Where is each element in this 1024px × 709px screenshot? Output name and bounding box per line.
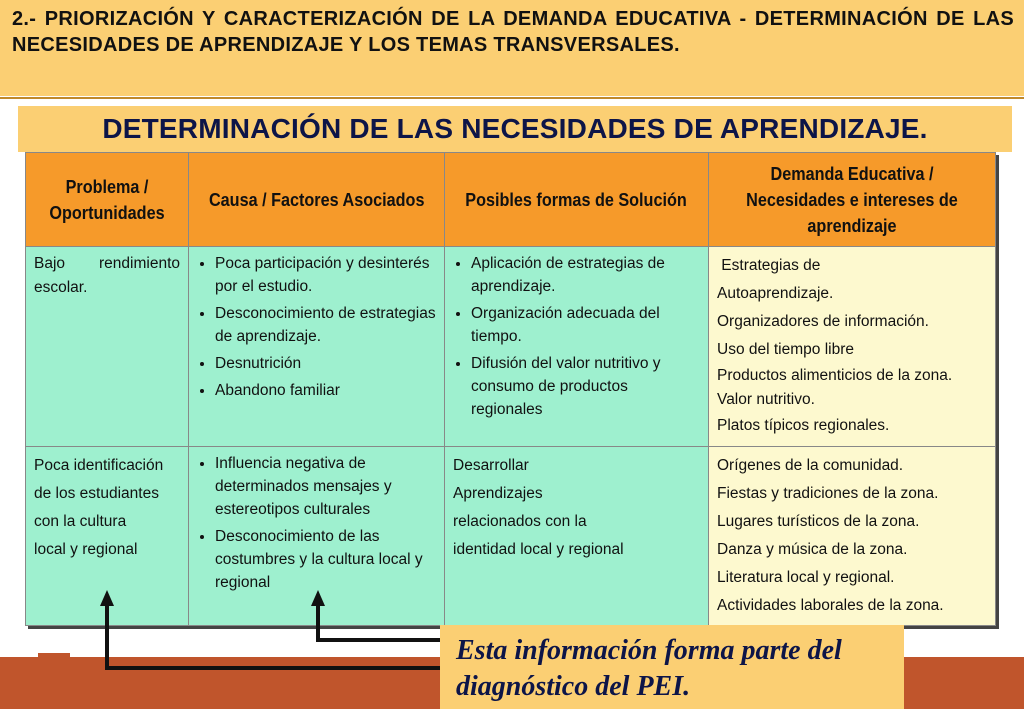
- cell-causes: [189, 247, 445, 447]
- cell-solutions: [445, 447, 709, 626]
- header-demanda: Demanda Educativa / Necesidades e intereses de aprendizaje: [709, 153, 996, 247]
- section-title: DETERMINACIÓN DE LAS NECESIDADES DE APRENDIZAJE.: [102, 113, 928, 144]
- header-problema: Problema / Oportunidades: [26, 153, 189, 247]
- list-item: Productos alimenticios de la zona. Valor nutritivo.: [717, 367, 953, 408]
- list-item: Danza y música de la zona.: [717, 541, 908, 558]
- list-item: • Desconocimiento de las costumbres y la cultura local y regional: [215, 525, 436, 594]
- cell-problem: [26, 447, 189, 626]
- cell-problem: Bajo rendimiento escolar.: [26, 247, 189, 447]
- table-header-row: [26, 153, 996, 247]
- list-item: Platos típicos regionales.: [717, 417, 890, 434]
- list-item: Orígenes de la comunidad.: [717, 457, 904, 474]
- table-row: [26, 447, 996, 626]
- list-item: Fiestas y tradiciones de la zona.: [717, 485, 939, 502]
- list-item: de los estudiantes: [34, 485, 159, 502]
- list-item: • Aplicación de estrategias de aprendizaje.: [471, 252, 700, 298]
- header-band: [0, 0, 1024, 96]
- list-item: Estrategias de: [717, 257, 821, 274]
- header-solucion: Posibles formas de Solución: [445, 153, 709, 247]
- list-item: Autoaprendizaje.: [717, 285, 834, 302]
- list-item: Literatura local y regional.: [717, 569, 895, 586]
- list-item: Lugares turísticos de la zona.: [717, 513, 920, 530]
- list-item: Uso del tiempo libre: [717, 341, 854, 358]
- header-divider: [0, 97, 1024, 99]
- list-item: identidad local y regional: [453, 541, 624, 558]
- list-item: Actividades laborales de la zona.: [717, 597, 944, 614]
- header-causa: Causa / Factores Asociados: [189, 153, 445, 247]
- cell-demands: [709, 447, 996, 626]
- footer-notch: [38, 653, 70, 709]
- cell-solutions: [445, 247, 709, 447]
- list-item: Poca identificación: [34, 457, 164, 474]
- list-item: • Difusión del valor nutritivo y consumo de productos regionales: [471, 352, 700, 421]
- list-item: • Abandono familiar: [215, 379, 436, 402]
- list-item: • Desnutrición: [215, 352, 436, 375]
- list-item: con la cultura: [34, 513, 127, 530]
- note-text: Esta información forma parte del diagnóstico del PEI.: [456, 635, 842, 702]
- cell-causes: [189, 447, 445, 626]
- needs-table: [25, 152, 996, 626]
- list-item: • Poca participación y desinterés por el estudio.: [215, 252, 436, 298]
- list-item: • Organización adecuada del tiempo.: [471, 302, 700, 348]
- list-item: Aprendizajes: [453, 485, 543, 502]
- page-title: 2.- PRIORIZACIÓN Y CARACTERIZACIÓN DE LA DEMANDA EDUCATIVA - DETERMINACIÓN DE LAS NECESIDADES DE APRENDIZAJE Y LOS TEMAS TRANSVERSALES.: [12, 8, 1014, 56]
- list-item: Organizadores de información.: [717, 313, 929, 330]
- subtitle-band: [18, 106, 1012, 152]
- list-item: Desarrollar: [453, 457, 529, 474]
- cell-demands: [709, 247, 996, 447]
- table-row: [26, 247, 996, 447]
- list-item: • Influencia negativa de determinados mensajes y estereotipos culturales: [215, 452, 436, 521]
- list-item: relacionados con la: [453, 513, 587, 530]
- list-item: • Desconocimiento de estrategias de aprendizaje.: [215, 302, 436, 348]
- note-box: [440, 625, 904, 709]
- list-item: local y regional: [34, 541, 138, 558]
